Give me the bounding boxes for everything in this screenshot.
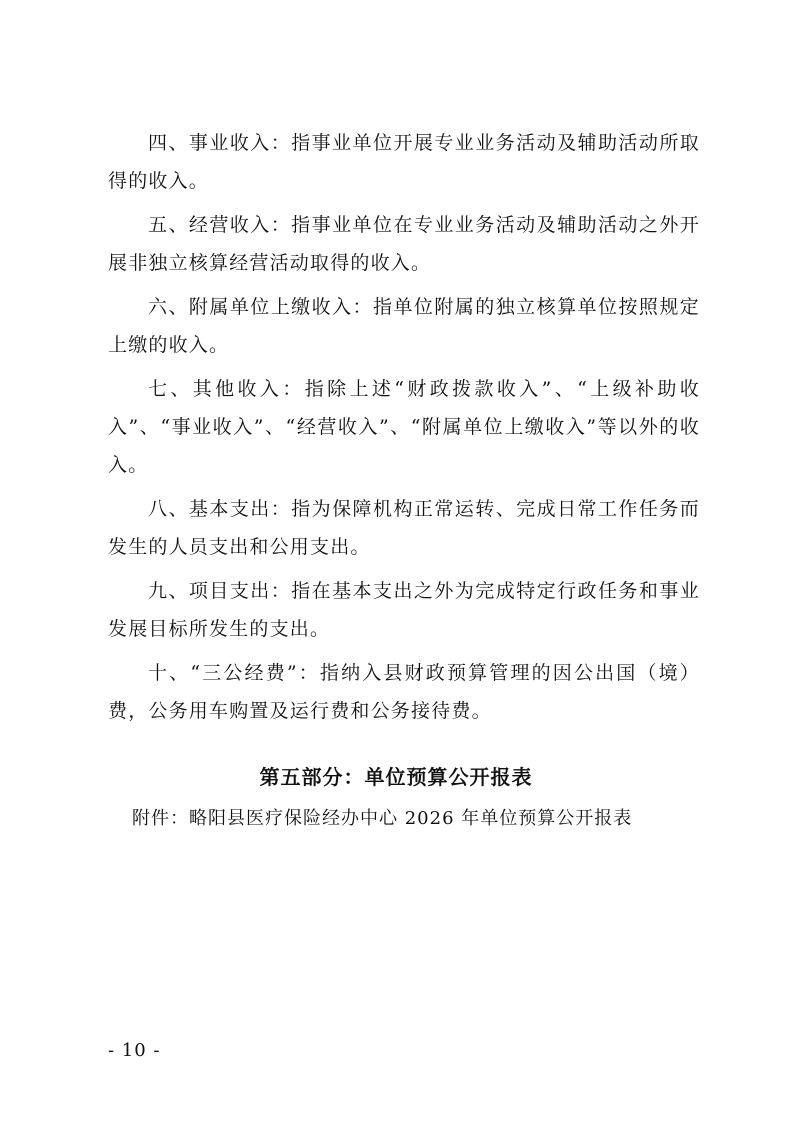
paragraph-project-expenditure: 九、项目支出：指在基本支出之外为完成特定行政任务和事业发展目标所发生的支出。 bbox=[108, 580, 700, 640]
paragraph-operating-income: 五、经营收入：指事业单位在专业业务活动及辅助活动之外开展非独立核算经营活动取得的收入。 bbox=[108, 214, 700, 274]
paragraph-other-income: 七、其他收入：指除上述“财政拨款收入”、“上级补助收入”、“事业收入”、“经营收入”、“附属单位上缴收入”等以外的收入。 bbox=[108, 378, 700, 476]
page-number: - 10 - bbox=[108, 1040, 161, 1061]
paragraph-business-income: 四、事业收入：指事业单位开展专业业务活动及辅助活动所取得的收入。 bbox=[108, 132, 700, 192]
attachment-line: 附件：略阳县医疗保险经办中心 2026 年单位预算公开报表 bbox=[132, 808, 633, 829]
paragraph-affiliated-income: 六、附属单位上缴收入：指单位附属的独立核算单位按照规定上缴的收入。 bbox=[108, 296, 700, 356]
definitions-body bbox=[108, 124, 700, 736]
paragraph-three-public-expenses: 十、“三公经费”：指纳入县财政预算管理的因公出国（境）费，公务用车购置及运行费和公务接待费。 bbox=[108, 662, 700, 722]
paragraph-basic-expenditure: 八、基本支出：指为保障机构正常运转、完成日常工作任务而发生的人员支出和公用支出。 bbox=[108, 498, 700, 558]
section-heading: 第五部分：单位预算公开报表 bbox=[259, 765, 533, 789]
